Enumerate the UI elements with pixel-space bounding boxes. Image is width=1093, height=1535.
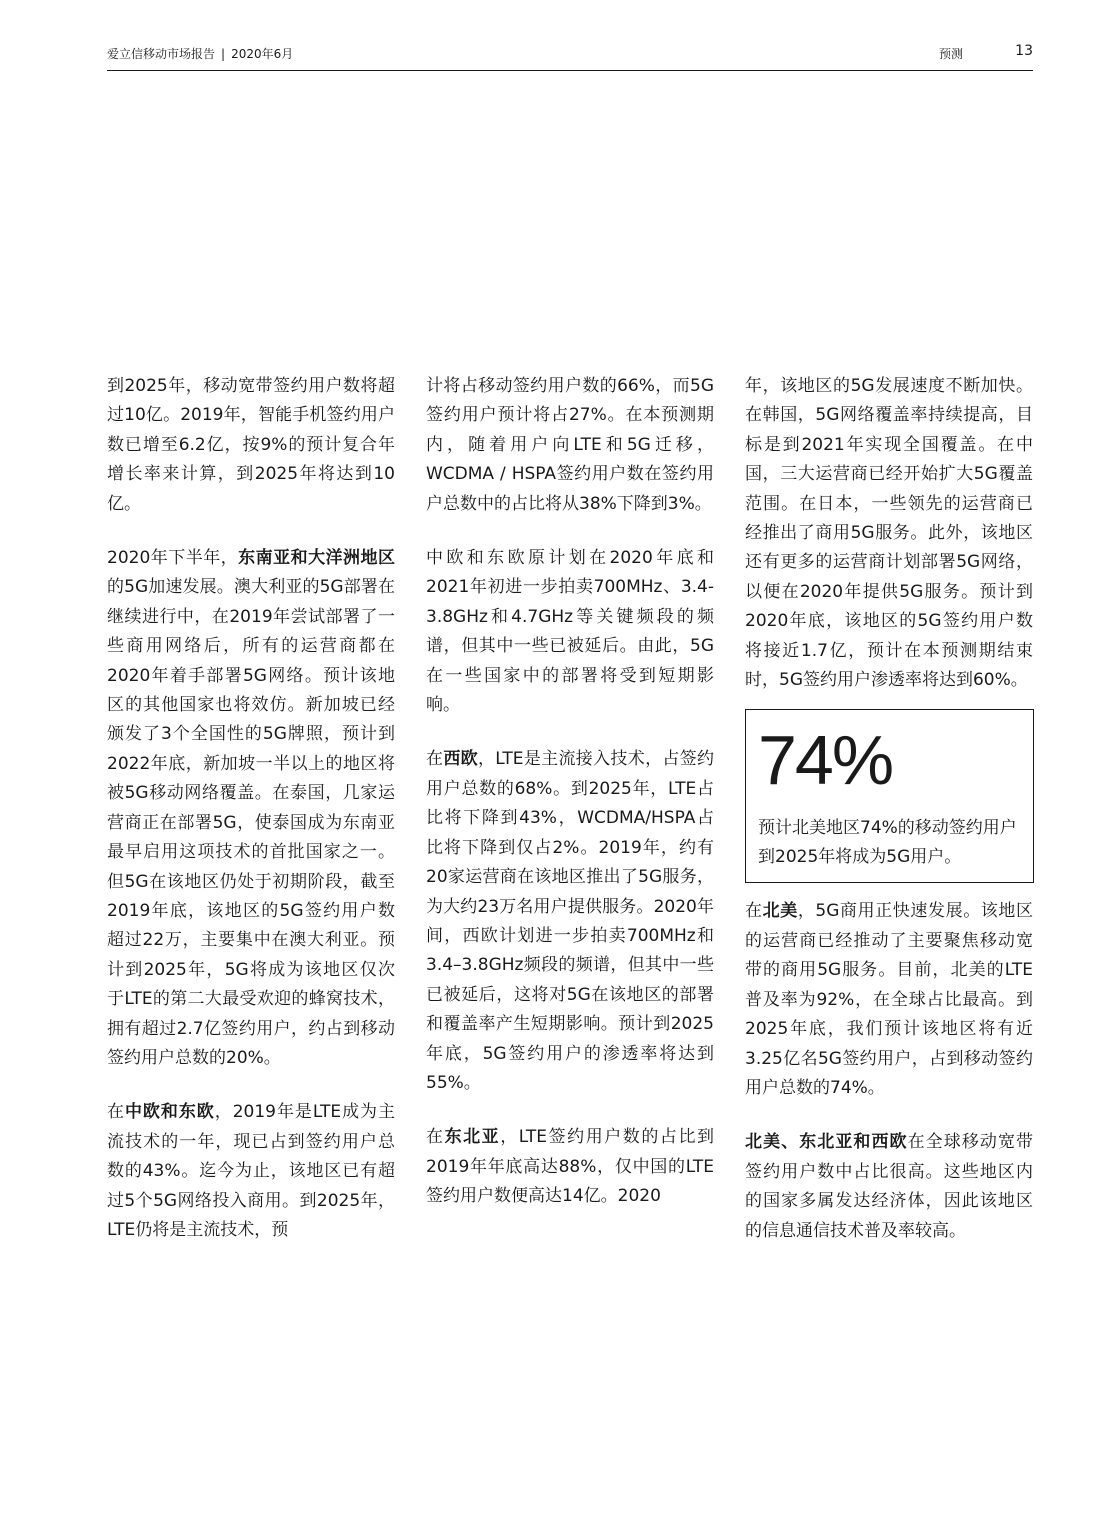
paragraph-text: 的5G加速发展。澳大利亚的5G部署在继续进行中，在2019年尝试部署了一些商用网络后，所有的运营商都在2020年着手部署5G网络。预计该地区的其他国家也将效仿。新加坡已经颁发了3个全国性的5G牌照，预计到2022年底，新加坡一半以上的地区将被5G移动网络覆盖。在泰国，几家运营商正在部署5G，使泰国成为东南亚最早启用这项技术的首批国家之一。但5G在该地区仍处于初期阶段，截至2019年底，该地区的5G签约用户数超过22万，主要集中在澳大利亚。预计到2025年，5G将成为该地区仅次于LTE的第二大最受欢迎的蜂窝技术，拥有超过2.7亿签约用户，约占到移动签约用户总数的20%。: [107, 577, 395, 1068]
paragraph: [745, 897, 1033, 1103]
paragraph-text: 到2025年，移动宽带签约用户数将超过10亿。2019年，智能手机签约用户数已增至6.2亿，按9%的预计复合年增长率来计算，到2025年将达到10亿。: [107, 376, 395, 514]
paragraph: [745, 372, 1033, 695]
region-highlight: 北美、东北亚和西欧: [745, 1132, 908, 1153]
paragraph: [426, 1123, 714, 1211]
paragraph: [426, 544, 714, 720]
text-column-1: [107, 372, 395, 1270]
region-highlight: 西欧: [443, 749, 478, 770]
paragraph-text: 2020年下半年，: [107, 548, 239, 569]
paragraph: [107, 544, 395, 1073]
paragraph-text: 年，该地区的5G发展速度不断加快。在韩国，5G网络覆盖率持续提高，目标是到2021年实现全国覆盖。在中国，三大运营商已经开始扩大5G覆盖范围。在日本，一些领先的运营商已经推出了商用5G服务。此外，该地区还有更多的运营商计划部署5G网络，以便在2020年提供5G服务。预计到2020年底，该地区的5G签约用户数将接近1.7亿，预计在本预测期结束时，5G签约用户渗透率将达到60%。: [745, 376, 1033, 691]
region-highlight: 东南亚和大洋洲地区: [238, 548, 396, 569]
paragraph-text: ，LTE签约用户数的占比到2019年年底高达88%，仅中国的LTE签约用户数便高达14亿。2020: [426, 1127, 715, 1207]
header-left: [107, 45, 293, 62]
paragraph-text: 计将占移动签约用户数的66%，而5G签约用户预计将占27%。在本预测期内，随着用户向LTE和5G迁移，WCDMA / HSPA签约用户数在签约用户总数中的占比将从38%下降到3%。: [426, 376, 714, 514]
paragraph-text: 在: [426, 749, 444, 770]
paragraph-text: 在: [107, 1102, 125, 1123]
text-column-2: [426, 372, 714, 1237]
section-name: 预测: [939, 47, 964, 61]
paragraph-text: ，LTE是主流接入技术，占签约用户总数的68%。到2025年，LTE占比将下降到43%，WCDMA/HSPA占比将下降到仅占2%。2019年，约有20家运营商在该地区推出了5G服务，为大约23万名用户提供服务。2020年间，西欧计划进一步拍卖700MHz和3.4–3.8GHz频段的频谱，但其中一些已被延后，这将对5G在该地区的部署和覆盖率产生短期影响。预计到2025年底，5G签约用户的渗透率将达到55%。: [426, 749, 715, 1093]
paragraph-text: 在: [745, 901, 763, 922]
region-highlight: 北美: [762, 901, 798, 922]
stat-callout-box: [745, 709, 1034, 883]
header-separator: |: [221, 47, 226, 61]
stat-caption: 预计北美地区74%的移动签约用户到2025年将成为5G用户。: [758, 818, 1017, 868]
paragraph: [745, 1128, 1033, 1246]
page-number: 13: [1015, 43, 1033, 59]
report-title: 爱立信移动市场报告: [107, 47, 216, 61]
region-highlight: 东北亚: [444, 1127, 501, 1148]
report-date: 2020年6月: [231, 47, 294, 61]
text-column-3: [745, 372, 1033, 1271]
paragraph-text: 中欧和东欧原计划在2020年底和2021年初进一步拍卖700MHz、3.4-3.8GHz和4.7GHz等关键频段的频谱，但其中一些已被延后。由此，5G在一些国家中的部署将受到短期影响。: [426, 548, 714, 716]
paragraph: [107, 372, 395, 519]
paragraph: [426, 745, 714, 1098]
paragraph-text: ，2019年是LTE成为主流技术的一年，现已占到签约用户总数的43%。迄今为止，该地区已有超过5个5G网络投入商用。到2025年，LTE仍将是主流技术，预: [107, 1102, 395, 1240]
page-header: [107, 40, 1033, 71]
region-highlight: 中欧和东欧: [124, 1102, 215, 1123]
paragraph-text: 在全球移动宽带签约用户数中占比很高。这些地区内的国家多属发达经济体，因此该地区的信息通信技术普及率较高。: [745, 1132, 1034, 1241]
stat-value: 74%: [758, 721, 893, 800]
paragraph: [107, 1098, 395, 1245]
paragraph-text: 在: [426, 1127, 445, 1148]
paragraph-text: ，5G商用正快速发展。该地区的运营商已经推动了主要聚焦移动宽带的商用5G服务。目前，北美的LTE普及率为92%，在全球占比最高。到2025年底，我们预计该地区将有近3.25亿名5G签约用户，占到移动签约用户总数的74%。: [745, 901, 1034, 1098]
paragraph: [426, 372, 714, 519]
